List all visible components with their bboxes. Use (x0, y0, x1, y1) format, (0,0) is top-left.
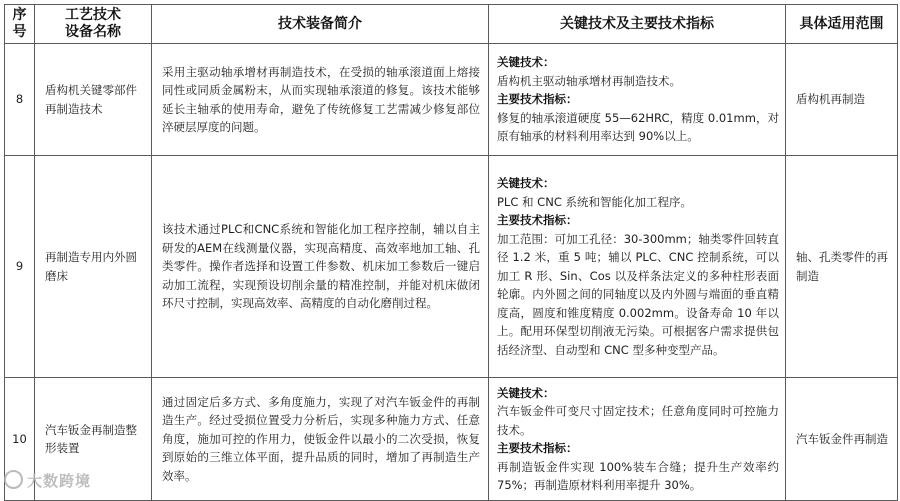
equipment-intro: 采用主驱动轴承增材再制造技术，在受损的轴承滚道面上熔接同性或同质金属粉末，从而实现轴承滚道的修复。该技术能够延长主轴承的使用寿命，避免了传统修复工艺需减少修复部位淬硬层厚度的问题。 (152, 44, 489, 156)
watermark (4, 470, 91, 491)
scope: 盾构机再制造 (786, 44, 898, 156)
main-index-text: 修复的轴承滚道硬度 55—62HRC，精度 0.01mm，对原有轴承的材料利用率达到 90%以上。 (497, 110, 779, 144)
table-row (5, 378, 898, 501)
key-tech-heading: 关键技术： (497, 385, 555, 400)
header-key: 关键技术及主要技术指标 (489, 5, 786, 44)
row-number: 9 (5, 156, 35, 378)
key-tech-heading: 关键技术： (497, 55, 555, 70)
equipment-name: 汽车钣金再制造整形装置 (35, 378, 152, 501)
main-index-heading: 主要技术指标： (497, 441, 578, 455)
key-tech-cell (489, 378, 786, 501)
key-tech-heading: 关键技术： (497, 176, 555, 190)
main-index-text: 再制造钣金件实现 100%装车合缝；提升生产效率约 75%；再制造原材料利用率提升 30%。 (497, 459, 779, 492)
main-index-heading: 主要技术指标： (497, 213, 578, 227)
header-scope: 具体适用范围 (786, 5, 898, 44)
key-tech-cell (489, 44, 786, 156)
table-row (5, 156, 898, 378)
header-intro: 技术装备简介 (152, 5, 489, 44)
watermark-logo-icon (4, 470, 23, 489)
equipment-name: 盾构机关键零部件再制造技术 (35, 44, 152, 156)
key-tech-text: PLC 和 CNC 系统和智能化加工程序。 (497, 194, 692, 209)
key-tech-text: 盾构机主驱动轴承增材再制造技术。 (497, 73, 681, 88)
table-row (5, 44, 898, 156)
row-number: 8 (5, 44, 35, 156)
header-name: 工艺技术 设备名称 (35, 5, 152, 44)
header-no: 序 号 (5, 5, 35, 44)
main-index-heading: 主要技术指标： (497, 92, 578, 107)
equipment-intro: 通过固定后多方式、多角度施力，实现了对汽车钣金件的再制造生产。经过受损位置受力分析后，实现多种施力方式、任意角度，施加可控的作用力，使钣金件以最小的二次受损，恢复到原始的三维立体平面，提升品质的同时，增加了再制造生产效率。 (152, 378, 489, 501)
equipment-intro: 该技术通过PLC和CNC系统和智能化加工程序控制，辅以自主研发的AEM在线测量仪器，实现高精度、高效率地加工轴、孔类零件。操作者选择和设置工件参数、机床加工参数后一键启动加工流程，实现预设切削余量的精准控制，并能对机床做闭环尺寸控制，实现高效率、高精度的自动化磨削过程。 (152, 156, 489, 378)
equipment-name: 再制造专用内外圆磨床 (35, 156, 152, 378)
scope: 轴、孔类零件的再制造 (786, 156, 898, 378)
header-row (5, 5, 898, 44)
row-number: 10 (5, 378, 35, 501)
key-tech-cell (489, 156, 786, 378)
watermark-text: 大数跨境 (27, 472, 92, 490)
equipment-table (4, 4, 898, 501)
main-index-text: 加工范围：可加工孔径：30-300mm；轴类零件回转直径 1.2 米，重 5 吨；辅以 PLC、CNC 控制系统，可以加工 R 形、Sin、Cos 以及样条法定义的多种柱形表面轮廓。内外圆之间的同轴度以及内外圆与端面的垂直精度高，圆度和锥度精度 0.002mm。设备寿命 10 年以上。配用环保型切削液无污染。可根据客户需求提供包括经济型、自动型和 CNC 型多种变型产品。 (497, 231, 779, 357)
key-tech-text: 汽车钣金件可变尺寸固定技术；任意角度同时可控施力技术。 (497, 404, 779, 437)
scope: 汽车钣金件再制造 (786, 378, 898, 501)
